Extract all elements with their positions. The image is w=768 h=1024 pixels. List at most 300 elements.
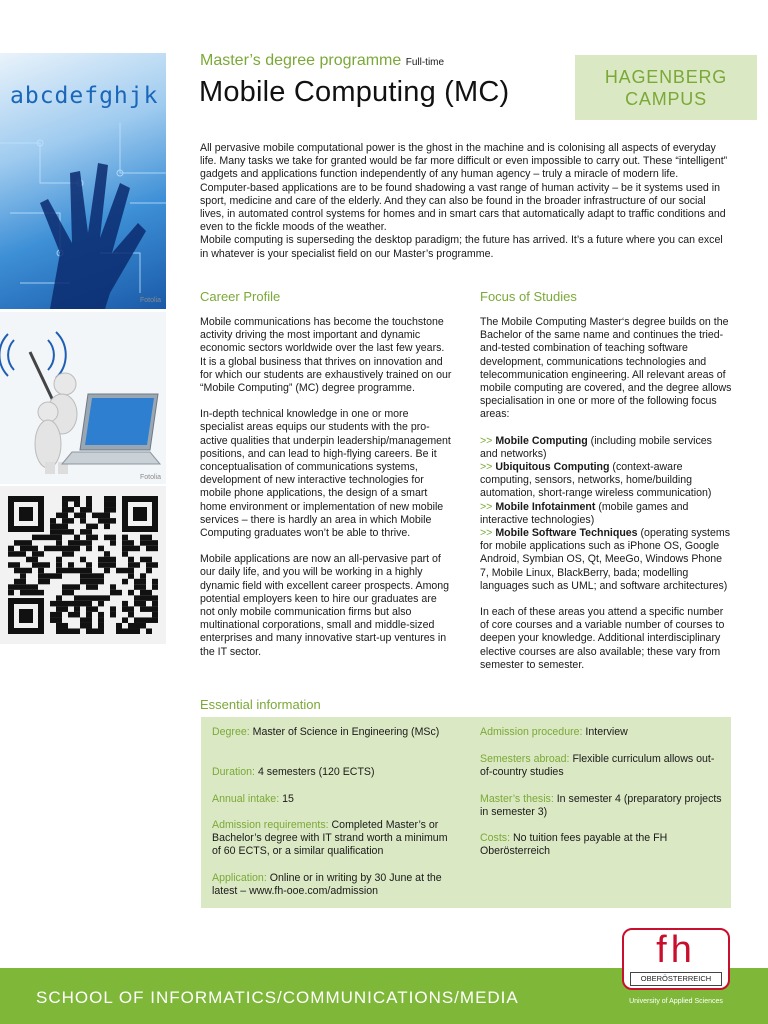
info-label: Semesters abroad: bbox=[480, 753, 570, 765]
qr-module bbox=[140, 584, 146, 590]
qr-module bbox=[152, 617, 158, 623]
qr-module bbox=[128, 612, 134, 618]
intro-section bbox=[200, 142, 732, 261]
qr-module bbox=[110, 562, 116, 568]
qr-module bbox=[26, 584, 32, 590]
qr-module bbox=[68, 540, 74, 546]
qr-module bbox=[122, 540, 128, 546]
qr-module bbox=[38, 568, 44, 574]
qr-module bbox=[122, 606, 128, 612]
qr-module bbox=[44, 546, 50, 552]
qr-module bbox=[74, 540, 80, 546]
focus-item-name: Ubiquitous Computing bbox=[495, 461, 610, 474]
qr-module bbox=[44, 573, 50, 579]
focus-item-name: Mobile Software Techniques bbox=[495, 527, 638, 540]
qr-module bbox=[56, 623, 62, 629]
career-paragraph: Mobile applications are now an all-pervasive part of our daily life, and you will be working in a highly dynamic field with excellent career prospects. Among potential employers keen to hire our graduates are not only mobile communication firms but also multinational corporations, small and middle-sized enterprises and many innovative start-up ventures in the IT sector. bbox=[200, 553, 450, 658]
qr-module bbox=[74, 601, 80, 607]
info-application bbox=[212, 872, 457, 898]
qr-module bbox=[146, 562, 152, 568]
qr-module bbox=[74, 628, 80, 634]
info-value: No tuition fees payable at the FH Oberösterreich bbox=[480, 832, 668, 858]
qr-module bbox=[62, 584, 68, 590]
qr-module bbox=[14, 540, 20, 546]
qr-module bbox=[44, 562, 50, 568]
qr-module bbox=[152, 584, 158, 590]
qr-module bbox=[80, 507, 86, 513]
qr-module bbox=[50, 529, 56, 535]
qr-module bbox=[20, 546, 26, 552]
qr-module bbox=[80, 529, 86, 535]
qr-module bbox=[86, 502, 92, 508]
qr-module bbox=[38, 562, 44, 568]
qr-module bbox=[20, 551, 26, 557]
qr-code[interactable] bbox=[0, 486, 166, 644]
qr-module bbox=[62, 529, 68, 535]
qr-module bbox=[134, 623, 140, 629]
qr-module bbox=[140, 540, 146, 546]
qr-module bbox=[86, 617, 92, 623]
qr-module bbox=[38, 590, 44, 596]
qr-module bbox=[62, 568, 68, 574]
info-value: Master of Science in Engineering (MSc) bbox=[249, 726, 440, 738]
qr-module bbox=[38, 573, 44, 579]
qr-module bbox=[50, 573, 56, 579]
qr-module bbox=[128, 568, 134, 574]
qr-module bbox=[104, 557, 110, 563]
qr-module bbox=[62, 628, 68, 634]
qr-module bbox=[92, 524, 98, 530]
qr-module bbox=[56, 529, 62, 535]
qr-module bbox=[152, 612, 158, 618]
qr-module bbox=[98, 557, 104, 563]
qr-module bbox=[146, 540, 152, 546]
qr-module bbox=[26, 568, 32, 574]
qr-module bbox=[98, 623, 104, 629]
qr-module bbox=[122, 579, 128, 585]
qr-module bbox=[86, 507, 92, 513]
qr-module bbox=[104, 562, 110, 568]
qr-module bbox=[98, 562, 104, 568]
qr-module bbox=[86, 546, 92, 552]
qr-module bbox=[38, 551, 44, 557]
qr-module bbox=[122, 546, 128, 552]
qr-module bbox=[98, 518, 104, 524]
qr-module bbox=[140, 535, 146, 541]
qr-module bbox=[146, 628, 152, 634]
qr-module bbox=[68, 601, 74, 607]
qr-module bbox=[110, 502, 116, 508]
qr-module bbox=[116, 568, 122, 574]
info-label: Costs: bbox=[480, 832, 511, 844]
qr-module bbox=[86, 584, 92, 590]
info-label: Degree: bbox=[212, 726, 250, 738]
info-label: Admission procedure: bbox=[480, 726, 583, 738]
qr-module bbox=[140, 579, 146, 585]
qr-module bbox=[74, 584, 80, 590]
qr-module bbox=[56, 513, 62, 519]
programme-mode: Full-time bbox=[405, 57, 445, 68]
qr-module bbox=[56, 601, 62, 607]
qr-module bbox=[110, 507, 116, 513]
qr-module bbox=[68, 529, 74, 535]
focus-item-desc: (including mobile services and networks) bbox=[480, 434, 712, 460]
qr-module bbox=[104, 595, 110, 601]
qr-module bbox=[26, 546, 32, 552]
qr-module bbox=[134, 546, 140, 552]
qr-module bbox=[110, 535, 116, 541]
qr-module bbox=[56, 535, 62, 541]
qr-module bbox=[14, 584, 20, 590]
qr-module bbox=[86, 524, 92, 530]
qr-module bbox=[98, 573, 104, 579]
qr-module bbox=[92, 513, 98, 519]
qr-module bbox=[56, 606, 62, 612]
info-value: In semester 4 (preparatory projects in semester 3) bbox=[480, 793, 722, 819]
qr-module bbox=[122, 617, 128, 623]
qr-module bbox=[74, 612, 80, 618]
qr-module bbox=[140, 606, 146, 612]
qr-module bbox=[62, 524, 68, 530]
arrow-marker: >> bbox=[480, 434, 493, 447]
qr-module bbox=[98, 628, 104, 634]
qr-module bbox=[128, 590, 134, 596]
arrow-marker: >> bbox=[480, 461, 493, 474]
qr-module bbox=[80, 573, 86, 579]
qr-module bbox=[68, 584, 74, 590]
qr-module bbox=[122, 535, 128, 541]
page-title: Mobile Computing (MC) bbox=[199, 76, 510, 108]
campus-badge bbox=[575, 55, 757, 120]
qr-module bbox=[62, 590, 68, 596]
career-paragraph: In-depth technical knowledge in one or more specialist areas equips our students with the pro-active qualities that underpin leadership/management positions, and can lead to high-flying careers. Be it conceptualisation of communications systems, development of new interactive technologies for mobile phone applications, the design of a smart home environment or implementation of new mobile services – there is hardly an area in which Mobile Computing graduates won’t be able to thrive. bbox=[200, 408, 451, 540]
qr-module bbox=[74, 546, 80, 552]
qr-module bbox=[104, 535, 110, 541]
qr-module bbox=[86, 562, 92, 568]
qr-module bbox=[98, 513, 104, 519]
laptop-figure-image bbox=[0, 312, 166, 484]
qr-module bbox=[140, 623, 146, 629]
qr-module bbox=[146, 557, 152, 563]
qr-module bbox=[74, 502, 80, 508]
qr-module bbox=[110, 518, 116, 524]
focus-item-name: Mobile Infotainment bbox=[495, 500, 596, 513]
essential-info-box bbox=[201, 717, 731, 908]
qr-module bbox=[134, 579, 140, 585]
focus-heading: Focus of Studies bbox=[480, 289, 577, 304]
logo-letters: fh bbox=[656, 929, 696, 971]
qr-module bbox=[20, 584, 26, 590]
qr-module bbox=[32, 562, 38, 568]
focus-item-desc: (mobile games and interactive technologies) bbox=[480, 500, 689, 526]
qr-module bbox=[74, 535, 80, 541]
qr-module bbox=[92, 595, 98, 601]
qr-module bbox=[56, 628, 62, 634]
qr-module bbox=[122, 551, 128, 557]
qr-module bbox=[152, 579, 158, 585]
qr-module bbox=[80, 579, 86, 585]
qr-module bbox=[146, 590, 152, 596]
info-costs bbox=[480, 832, 725, 858]
qr-module bbox=[152, 601, 158, 607]
qr-module bbox=[128, 623, 134, 629]
qr-module bbox=[98, 601, 104, 607]
qr-module bbox=[8, 546, 14, 552]
qr-module bbox=[128, 573, 134, 579]
photo-credit: Fotolia bbox=[140, 297, 162, 304]
qr-module bbox=[116, 623, 122, 629]
qr-module bbox=[122, 568, 128, 574]
campus-line-1: HAGENBERG bbox=[604, 66, 728, 87]
qr-module bbox=[116, 628, 122, 634]
focus-intro: The Mobile Computing Master‘s degree builds on the Bachelor of the same name and continues the tried-and-tested combination of teaching software development, communications technologies and telecommunication engineering. All relevant areas of mobile computing are covered, and the degree allows specialisation in one or more of the following focus areas: bbox=[480, 316, 732, 421]
qr-module bbox=[86, 529, 92, 535]
qr-module bbox=[134, 562, 140, 568]
qr-module bbox=[56, 524, 62, 530]
info-thesis bbox=[480, 793, 725, 819]
qr-module bbox=[104, 518, 110, 524]
qr-module bbox=[20, 579, 26, 585]
qr-module bbox=[92, 535, 98, 541]
info-value: 4 semesters (120 ECTS) bbox=[255, 766, 375, 778]
essential-heading: Essential information bbox=[200, 697, 321, 712]
qr-module bbox=[116, 590, 122, 596]
qr-module bbox=[56, 617, 62, 623]
info-label: Master’s thesis: bbox=[480, 793, 554, 805]
focus-item-desc: (operating systems for mobile applications such as iPhone OS, Google Android, Symbian OS, Qt, MeeGo, Windows Phone 7, Mobile Linux, BlackBerry, bada; modelling languages such as UML; and software architectures) bbox=[480, 527, 731, 592]
programme-label bbox=[200, 52, 444, 70]
qr-module bbox=[62, 496, 68, 502]
qr-module bbox=[56, 595, 62, 601]
qr-module bbox=[110, 557, 116, 563]
school-name: SCHOOL OF INFORMATICS/COMMUNICATIONS/MEDIA bbox=[36, 988, 519, 1007]
qr-module bbox=[86, 540, 92, 546]
qr-module bbox=[32, 546, 38, 552]
qr-module bbox=[74, 595, 80, 601]
intro-paragraph: All pervasive mobile computational power is the ghost in the machine and is colonising all aspects of everyday life. Many tasks we take for granted would be far more difficult or even impossible to carry out. These “intelligent” gadgets and applications function independently of any human agency – truly a miracle of modern life. bbox=[200, 142, 728, 181]
focus-list bbox=[480, 435, 732, 593]
qr-module bbox=[140, 617, 146, 623]
qr-module bbox=[128, 606, 134, 612]
qr-module bbox=[146, 535, 152, 541]
qr-module bbox=[50, 535, 56, 541]
qr-module bbox=[62, 601, 68, 607]
qr-module bbox=[56, 573, 62, 579]
qr-module bbox=[128, 628, 134, 634]
qr-module bbox=[26, 557, 32, 563]
qr-module bbox=[86, 601, 92, 607]
qr-module bbox=[56, 540, 62, 546]
qr-module bbox=[80, 617, 86, 623]
qr-module bbox=[80, 568, 86, 574]
qr-module bbox=[134, 601, 140, 607]
qr-module bbox=[50, 601, 56, 607]
qr-module bbox=[80, 595, 86, 601]
qr-module bbox=[122, 628, 128, 634]
qr-module bbox=[26, 540, 32, 546]
focus-section bbox=[480, 316, 732, 685]
qr-module bbox=[86, 595, 92, 601]
qr-module bbox=[152, 595, 158, 601]
arrow-marker: >> bbox=[480, 527, 493, 540]
qr-module bbox=[104, 568, 110, 574]
qr-module bbox=[44, 535, 50, 541]
qr-module bbox=[80, 513, 86, 519]
info-value: 15 bbox=[279, 793, 294, 805]
qr-module bbox=[152, 540, 158, 546]
qr-module bbox=[86, 612, 92, 618]
laptop-illustration bbox=[0, 312, 166, 484]
info-admission-procedure bbox=[480, 726, 725, 739]
focus-item-desc: (context-aware computing, sensors, networks, home/building automation, short-range wireless communication) bbox=[480, 461, 712, 500]
qr-module bbox=[152, 546, 158, 552]
info-value: Flexible curriculum allows out-of-country studies bbox=[480, 753, 715, 779]
qr-module bbox=[68, 496, 74, 502]
qr-module bbox=[74, 568, 80, 574]
qr-module bbox=[14, 579, 20, 585]
qr-module bbox=[104, 502, 110, 508]
qr-module bbox=[14, 568, 20, 574]
qr-module bbox=[20, 590, 26, 596]
fh-logo[interactable] bbox=[622, 928, 730, 990]
qr-module bbox=[32, 584, 38, 590]
qr-module bbox=[98, 595, 104, 601]
qr-module bbox=[104, 524, 110, 530]
qr-module bbox=[110, 540, 116, 546]
intro-paragraph: Mobile computing is superseding the desktop paradigm; the future has arrived. It’s a future where you can excel in whatever is your specialist field on our Master’s programme. bbox=[200, 234, 723, 260]
qr-module bbox=[104, 513, 110, 519]
qr-module bbox=[104, 507, 110, 513]
info-intake bbox=[212, 793, 457, 806]
qr-module bbox=[56, 568, 62, 574]
qr-module bbox=[62, 551, 68, 557]
qr-module bbox=[62, 502, 68, 508]
info-label: Admission requirements: bbox=[212, 819, 329, 831]
qr-module bbox=[38, 579, 44, 585]
qr-module bbox=[86, 535, 92, 541]
photo-credit: Fotolia bbox=[140, 474, 162, 481]
qr-module bbox=[92, 573, 98, 579]
hand-keyboard-image bbox=[0, 53, 166, 309]
qr-module bbox=[62, 507, 68, 513]
qr-module bbox=[104, 551, 110, 557]
qr-module bbox=[92, 606, 98, 612]
qr-module bbox=[32, 590, 38, 596]
qr-module bbox=[146, 617, 152, 623]
qr-module bbox=[74, 606, 80, 612]
qr-module bbox=[56, 546, 62, 552]
focus-item-name: Mobile Computing bbox=[495, 434, 588, 447]
qr-module bbox=[32, 535, 38, 541]
qr-module bbox=[50, 612, 56, 618]
qr-module bbox=[98, 546, 104, 552]
qr-module bbox=[86, 573, 92, 579]
qr-module bbox=[62, 606, 68, 612]
arrow-marker: >> bbox=[480, 500, 493, 513]
qr-module bbox=[128, 557, 134, 563]
qr-module bbox=[68, 518, 74, 524]
qr-module bbox=[86, 623, 92, 629]
qr-module bbox=[8, 584, 14, 590]
qr-module bbox=[68, 612, 74, 618]
info-requirements bbox=[212, 819, 457, 859]
qr-module bbox=[128, 546, 134, 552]
info-degree bbox=[212, 726, 457, 739]
qr-module bbox=[32, 551, 38, 557]
qr-module bbox=[98, 612, 104, 618]
qr-module bbox=[140, 590, 146, 596]
qr-module bbox=[62, 623, 68, 629]
qr-module bbox=[14, 562, 20, 568]
career-paragraph: Mobile communications has become the touchstone activity driving the most important and dynamic economic sectors worldwide over the last few years. It is a global business that thrives on innovation and for which our students are exhaustively trained on our “Mobile Computing” (MC) degree programme. bbox=[200, 316, 452, 395]
info-value: Interview bbox=[582, 726, 628, 738]
info-duration bbox=[212, 766, 457, 779]
qr-module bbox=[98, 579, 104, 585]
qr-module bbox=[92, 628, 98, 634]
qr-module bbox=[80, 540, 86, 546]
qr-module bbox=[68, 590, 74, 596]
qr-module bbox=[104, 496, 110, 502]
info-semesters-abroad bbox=[480, 753, 725, 779]
qr-module bbox=[20, 540, 26, 546]
qr-module bbox=[146, 606, 152, 612]
logo-subtitle: University of Applied Sciences bbox=[629, 998, 723, 1005]
career-heading: Career Profile bbox=[200, 289, 281, 304]
campus-line-2: CAMPUS bbox=[625, 88, 707, 109]
qr-module bbox=[56, 562, 62, 568]
qr-module bbox=[74, 513, 80, 519]
qr-module bbox=[44, 579, 50, 585]
qr-module bbox=[110, 496, 116, 502]
qr-module bbox=[80, 557, 86, 563]
qr-module bbox=[92, 584, 98, 590]
qr-module bbox=[86, 568, 92, 574]
qr-module bbox=[80, 623, 86, 629]
qr-module bbox=[62, 518, 68, 524]
qr-module bbox=[68, 568, 74, 574]
qr-module bbox=[134, 628, 140, 634]
qr-module bbox=[134, 595, 140, 601]
qr-module bbox=[56, 612, 62, 618]
qr-module bbox=[62, 546, 68, 552]
qr-module bbox=[8, 590, 14, 596]
qr-module bbox=[110, 612, 116, 618]
qr-module bbox=[98, 617, 104, 623]
qr-module bbox=[86, 579, 92, 585]
qr-module bbox=[92, 579, 98, 585]
qr-module bbox=[140, 557, 146, 563]
qr-module bbox=[26, 590, 32, 596]
programme-type: Master’s degree programme bbox=[200, 52, 402, 69]
qr-module bbox=[110, 584, 116, 590]
qr-module bbox=[86, 496, 92, 502]
qr-module bbox=[134, 584, 140, 590]
info-value: Online or in writing by 30 June at the latest – www.fh-ooe.com/admission bbox=[212, 872, 442, 898]
qr-module bbox=[56, 557, 62, 563]
qr-module bbox=[128, 540, 134, 546]
qr-module bbox=[110, 606, 116, 612]
qr-module bbox=[68, 562, 74, 568]
focus-outro: In each of these areas you attend a specific number of core courses and a variable number of courses to deepen your knowledge. Additional interdisciplinary elective courses are also available; these vary from semester to semester. bbox=[480, 606, 725, 671]
qr-module bbox=[152, 562, 158, 568]
qr-module bbox=[8, 562, 14, 568]
qr-module bbox=[62, 513, 68, 519]
info-label: Duration: bbox=[212, 766, 255, 778]
qr-module bbox=[80, 601, 86, 607]
qr-module bbox=[68, 551, 74, 557]
qr-module bbox=[68, 546, 74, 552]
info-label: Application: bbox=[212, 872, 267, 884]
